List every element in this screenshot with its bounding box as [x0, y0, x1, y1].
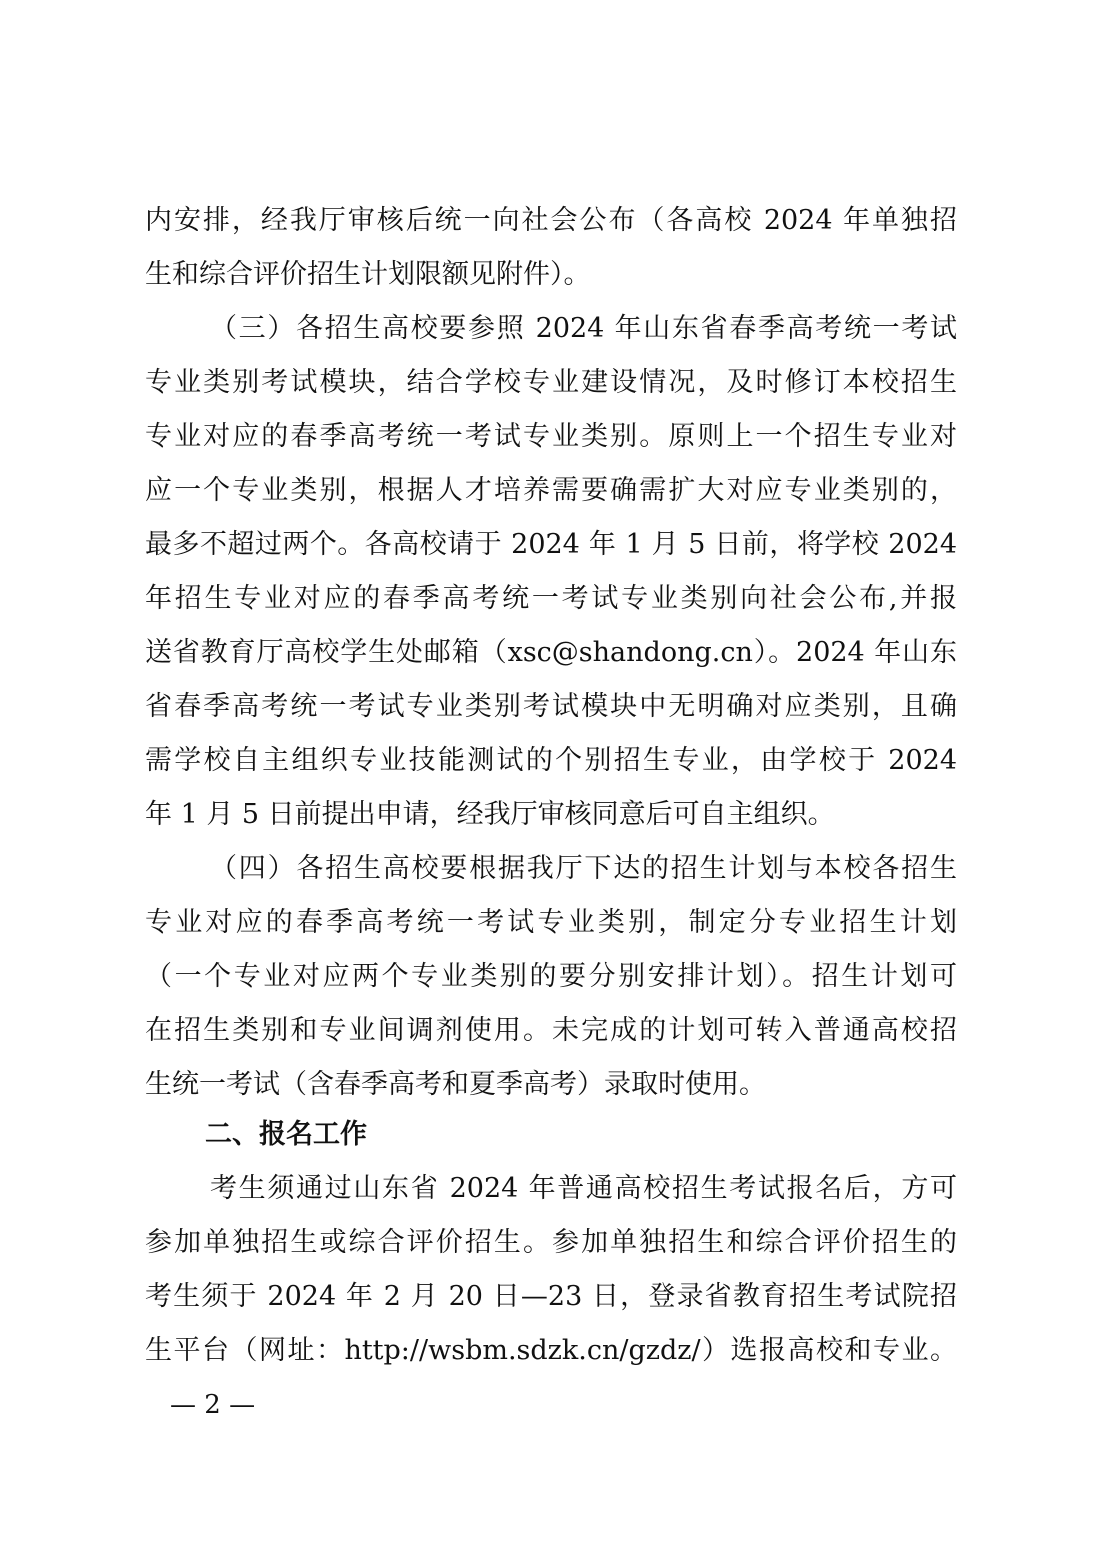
section-3-line: 年招生专业对应的春季高考统一考试专业类别向社会公布,并报	[145, 583, 957, 614]
section-4-line: 生统一考试（含春季高考和夏季高考）录取时使用。	[145, 1069, 766, 1100]
registration-line: 生平台（网址：http://wsbm.sdzk.cn/gzdz/）选报高校和专业。	[145, 1335, 957, 1366]
section-3-line: 需学校自主组织专业技能测试的个别招生专业，由学校于 2024	[145, 745, 957, 776]
body-line: 生和综合评价招生计划限额见附件）。	[145, 259, 591, 290]
section-3-line: 最多不超过两个。各高校请于 2024 年 1 月 5 日前，将学校 2024	[145, 529, 957, 560]
registration-line: 参加单独招生或综合评价招生。参加单独招生和综合评价招生的	[145, 1227, 957, 1258]
body-line: 内安排，经我厅审核后统一向社会公布（各高校 2024 年单独招	[145, 205, 957, 236]
section-4-line: 专业对应的春季高考统一考试专业类别，制定分专业招生计划	[145, 907, 957, 938]
section-3-line: 省春季高考统一考试专业类别考试模块中无明确对应类别，且确	[145, 691, 957, 722]
section-3-line: （三）各招生高校要参照 2024 年山东省春季高考统一考试	[210, 313, 957, 344]
section-4-line: （四）各招生高校要根据我厅下达的招生计划与本校各招生	[210, 853, 957, 884]
section-heading: 二、报名工作	[205, 1119, 367, 1150]
section-3-line: 送省教育厅高校学生处邮箱（xsc@shandong.cn）。2024 年山东	[145, 637, 957, 668]
section-3-line: 专业对应的春季高考统一考试专业类别。原则上一个招生专业对	[145, 421, 957, 452]
section-4-line: （一个专业对应两个专业类别的要分别安排计划）。招生计划可	[145, 961, 957, 992]
section-3-line: 年 1 月 5 日前提出申请，经我厅审核同意后可自主组织。	[145, 799, 835, 830]
section-3-line: 应一个专业类别，根据人才培养需要确需扩大对应专业类别的，	[145, 475, 957, 506]
section-3-line: 专业类别考试模块，结合学校专业建设情况，及时修订本校招生	[145, 367, 957, 398]
registration-line: 考生须通过山东省 2024 年普通高校招生考试报名后，方可	[210, 1173, 957, 1204]
section-4-line: 在招生类别和专业间调剂使用。未完成的计划可转入普通高校招	[145, 1015, 957, 1046]
registration-line: 考生须于 2024 年 2 月 20 日—23 日，登录省教育招生考试院招	[145, 1281, 957, 1312]
page-number: — 2 —	[170, 1390, 256, 1420]
